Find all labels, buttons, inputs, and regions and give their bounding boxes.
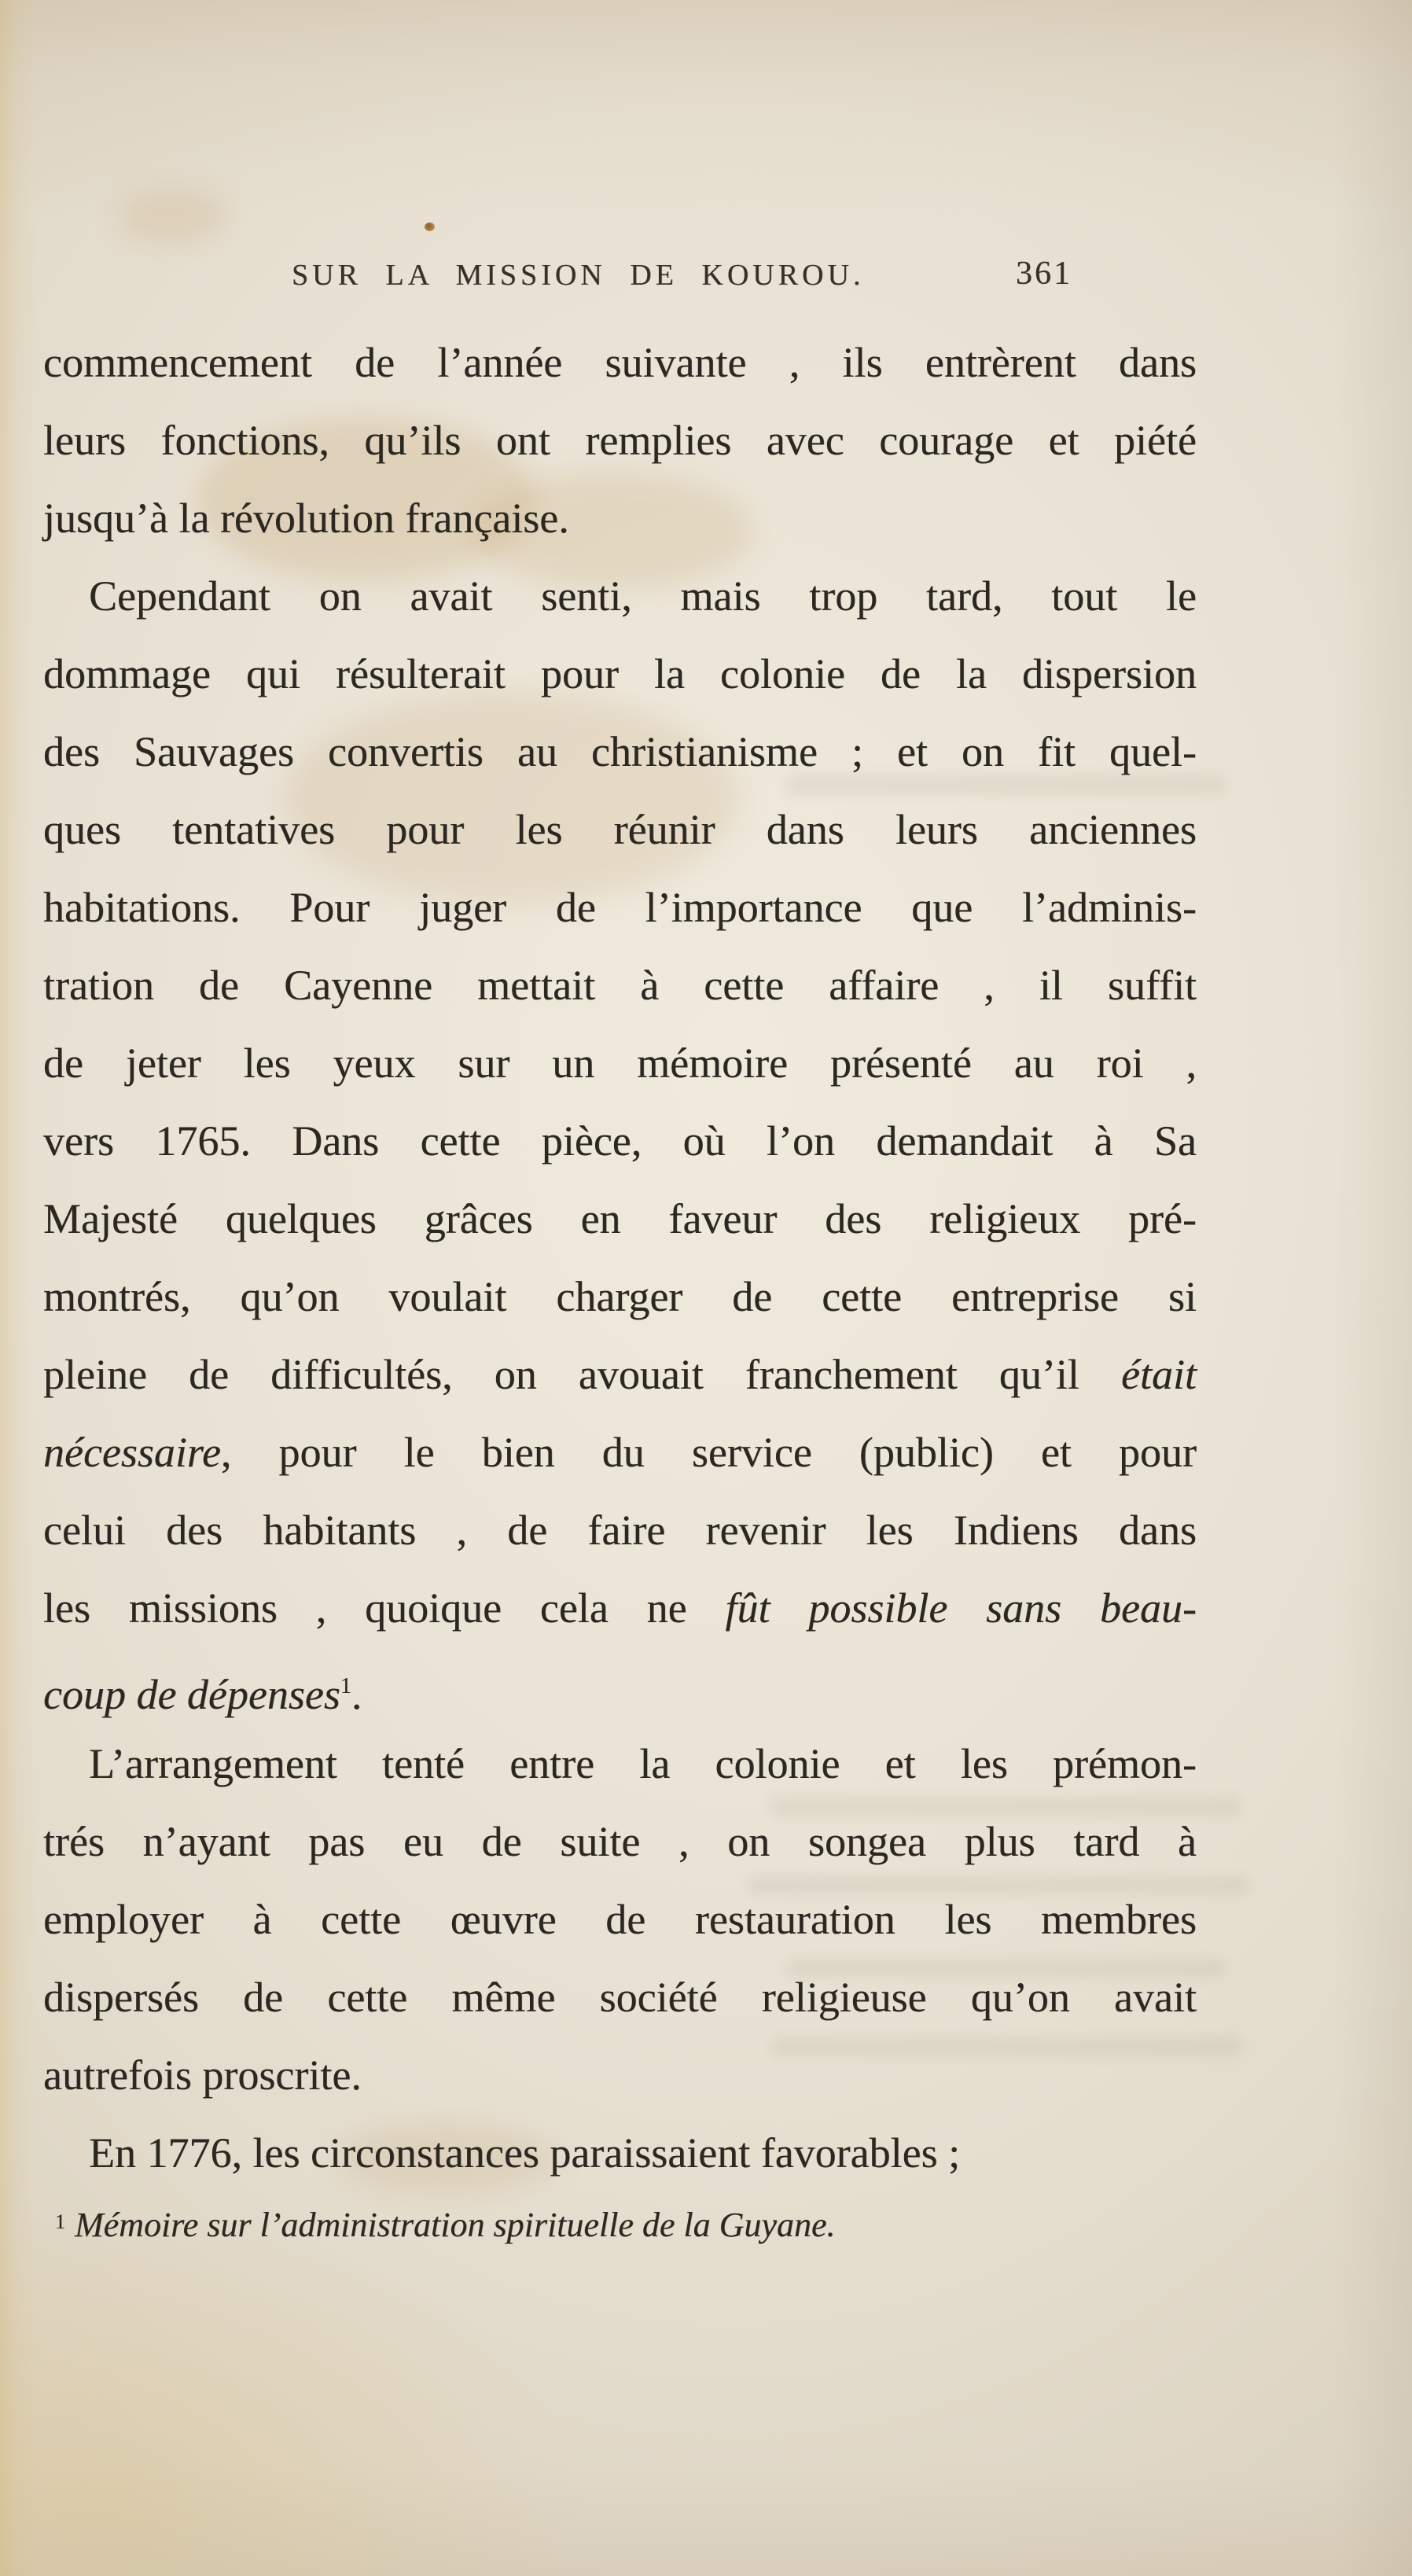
text-line [43, 1102, 1197, 1180]
footnote-marker: 1 [55, 2210, 65, 2233]
footnote-text: Mémoire sur l’administration spirituelle de la Guyane. [75, 2206, 836, 2244]
text-line [43, 1725, 1197, 1803]
running-header-title: SUR LA MISSION DE KOUROU. [292, 259, 865, 292]
text-line [43, 635, 1197, 713]
text-line [43, 558, 1197, 635]
footnote [55, 2200, 1116, 2247]
footnote-reference-mark: 1 [340, 1674, 351, 1698]
text-segment: jusqu’à la révolution française. [43, 495, 569, 542]
text-segment: Cependant on avait senti, mais trop tard, tout le [89, 572, 1197, 620]
text-segment: commencement de l’année suivante , ils entrèrent dans [43, 339, 1197, 386]
text-segment: L’arrangement tenté entre la colonie et les prémon- [89, 1740, 1197, 1787]
text-segment: des Sauvages convertis au christianisme ; et on fit quel- [43, 728, 1197, 775]
text-segment: autrefois proscrite. [43, 2052, 362, 2099]
text-line [43, 1180, 1197, 1258]
text-line [43, 2114, 1197, 2192]
text-segment: En 1776, les circonstances paraissaient favorables ; [89, 2129, 961, 2177]
italic-text-segment: nécessaire [43, 1429, 221, 1476]
text-line [43, 713, 1197, 791]
text-segment: pleine de difficultés, on avouait franchement qu’il [43, 1351, 1122, 1398]
text-segment: dommage qui résulterait pour la colonie de la dispersion [43, 650, 1197, 697]
italic-text-segment: coup de dépenses [43, 1671, 340, 1718]
text-line [43, 1881, 1197, 1959]
text-segment: les missions , quoique cela ne [43, 1584, 726, 1632]
text-line [43, 402, 1197, 480]
page-body-text [43, 324, 1197, 2192]
text-line [43, 947, 1197, 1025]
page-number: 361 [1016, 256, 1072, 292]
text-segment: trés n’ayant pas eu de suite , on songea plus tard à [43, 1818, 1197, 1865]
text-segment: leurs fonctions, qu’ils ont remplies avec courage et piété [43, 417, 1197, 464]
text-segment: tration de Cayenne mettait à cette affaire , il suffit [43, 962, 1197, 1009]
text-line [43, 1025, 1197, 1102]
text-segment: ques tentatives pour les réunir dans leurs anciennes [43, 806, 1197, 853]
text-line [43, 480, 1197, 558]
italic-text-segment: fût possible sans beau- [725, 1584, 1197, 1632]
text-segment: Majesté quelques grâces en faveur des religieux pré- [43, 1195, 1197, 1242]
text-segment: employer à cette œuvre de restauration les membres [43, 1896, 1197, 1943]
text-line [43, 1492, 1197, 1570]
text-segment: vers 1765. Dans cette pièce, où l’on demandait à Sa [43, 1117, 1197, 1165]
text-line [43, 1414, 1197, 1492]
text-line [43, 1570, 1197, 1647]
text-line [43, 869, 1197, 947]
text-line [43, 1959, 1197, 2037]
text-line [43, 1803, 1197, 1881]
text-line [43, 1258, 1197, 1336]
text-segment: , pour le bien du service (public) et pour [220, 1429, 1197, 1476]
paper-speck [425, 223, 435, 231]
text-segment: dispersés de cette même société religieuse qu’on avait [43, 1974, 1197, 2021]
text-line [43, 791, 1197, 869]
text-line [43, 2037, 1197, 2114]
italic-text-segment: était [1121, 1351, 1197, 1398]
text-segment: montrés, qu’on voulait charger de cette entreprise si [43, 1273, 1197, 1320]
text-line [43, 324, 1197, 402]
text-segment: de jeter les yeux sur un mémoire présenté au roi , [43, 1040, 1197, 1087]
text-segment: . [351, 1671, 362, 1718]
text-line [43, 1336, 1197, 1414]
paper-stain [118, 189, 228, 244]
text-segment: celui des habitants , de faire revenir les Indiens dans [43, 1507, 1197, 1554]
text-segment: habitations. Pour juger de l’importance que l’adminis- [43, 884, 1197, 931]
text-line [43, 1647, 1197, 1725]
